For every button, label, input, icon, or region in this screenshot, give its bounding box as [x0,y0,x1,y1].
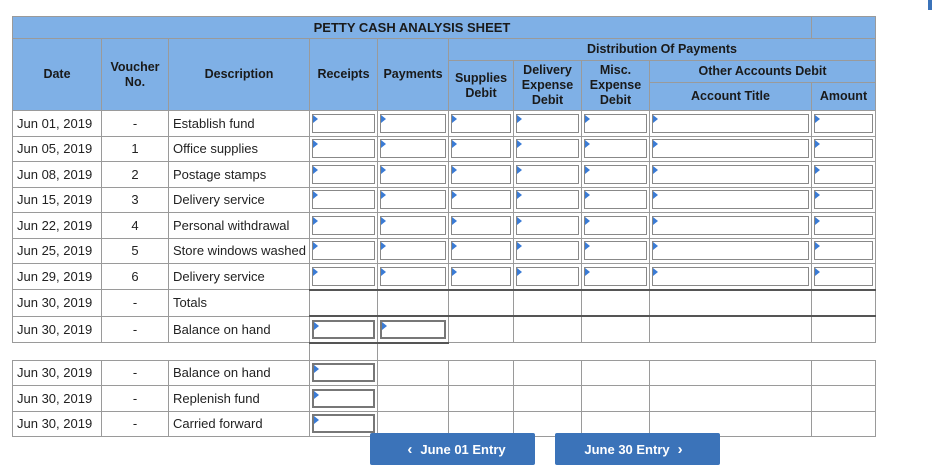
amount-cell [812,290,876,317]
row-voucher: - [102,386,169,412]
payments-cell [378,238,449,264]
payments-cell [378,360,449,386]
delivery-cell [514,213,582,239]
account-title-input[interactable] [652,190,809,209]
title-corner [812,17,876,39]
delivery-cell [514,136,582,162]
payments-input[interactable] [380,241,446,260]
misc-input[interactable] [584,139,647,158]
row-voucher: - [102,111,169,137]
payments-cell [378,290,449,317]
payments-input[interactable] [380,320,446,339]
row-voucher: - [102,411,169,437]
delivery-input[interactable] [516,139,579,158]
misc-cell [582,213,650,239]
misc-cell [582,360,650,386]
receipts-input[interactable] [312,320,375,339]
payments-cell [378,316,449,343]
row-description: Totals [169,290,310,317]
spacer-cell [514,343,582,361]
account-title-cell [650,162,812,188]
payments-input[interactable] [380,114,446,133]
payments-input[interactable] [380,190,446,209]
account-title-cell [650,360,812,386]
row-description: Balance on hand [169,316,310,343]
receipts-input[interactable] [312,241,375,260]
supplies-cell [449,136,514,162]
receipts-input[interactable] [312,114,375,133]
table-row [13,360,876,386]
amount-cell [812,411,876,437]
supplies-input[interactable] [451,165,511,184]
row-date: Jun 15, 2019 [13,187,102,213]
row-voucher: 1 [102,136,169,162]
payments-cell [378,187,449,213]
amount-input[interactable] [814,114,873,133]
account-title-cell [650,290,812,317]
amount-cell [812,264,876,290]
col-payments: Payments [378,39,449,111]
delivery-input[interactable] [516,190,579,209]
amount-input[interactable] [814,267,873,286]
delivery-input[interactable] [516,216,579,235]
amount-input[interactable] [814,139,873,158]
petty-cash-sheet [12,16,876,437]
supplies-input[interactable] [451,139,511,158]
payments-input[interactable] [380,165,446,184]
row-date: Jun 29, 2019 [13,264,102,290]
supplies-input[interactable] [451,267,511,286]
account-title-cell [650,213,812,239]
row-date: Jun 30, 2019 [13,386,102,412]
misc-cell [582,162,650,188]
delivery-cell [514,386,582,412]
receipts-input[interactable] [312,267,375,286]
receipts-cell [310,411,378,437]
misc-cell [582,290,650,317]
col-delivery: Delivery Expense Debit [514,61,582,111]
receipts-cell [310,360,378,386]
row-voucher: 2 [102,162,169,188]
amount-cell [812,136,876,162]
row-voucher: - [102,290,169,317]
amount-cell [812,111,876,137]
row-description: Delivery service [169,187,310,213]
misc-input[interactable] [584,114,647,133]
account-title-cell [650,264,812,290]
row-description: Replenish fund [169,386,310,412]
account-title-cell [650,386,812,412]
row-voucher: 5 [102,238,169,264]
payments-cell [378,111,449,137]
row-date: Jun 30, 2019 [13,290,102,317]
payments-cell [378,386,449,412]
delivery-cell [514,162,582,188]
row-voucher: 4 [102,213,169,239]
table-row [13,316,876,343]
spacer-cell [310,343,378,361]
delivery-cell [514,238,582,264]
row-description: Establish fund [169,111,310,137]
payments-input[interactable] [380,216,446,235]
account-title-cell [650,136,812,162]
sheet-title: PETTY CASH ANALYSIS SHEET [13,17,812,39]
row-description: Delivery service [169,264,310,290]
delivery-input[interactable] [516,241,579,260]
other-accounts-header: Other Accounts Debit [650,61,876,83]
receipts-input[interactable] [312,190,375,209]
table-row [13,290,876,317]
spacer-cell [812,343,876,361]
misc-cell [582,111,650,137]
spacer-cell [449,343,514,361]
next-entry-button[interactable] [555,433,720,465]
receipts-cell [310,187,378,213]
receipts-input[interactable] [312,389,375,408]
spacer-cell [13,343,102,361]
table-row [13,213,876,239]
col-description: Description [169,39,310,111]
amount-input[interactable] [814,241,873,260]
delivery-cell [514,111,582,137]
misc-cell [582,187,650,213]
receipts-cell [310,111,378,137]
misc-cell [582,264,650,290]
row-description: Office supplies [169,136,310,162]
delivery-cell [514,187,582,213]
amount-cell [812,386,876,412]
supplies-cell [449,213,514,239]
table-row [13,111,876,137]
table-row [13,187,876,213]
receipts-cell [310,290,378,317]
receipts-input[interactable] [312,216,375,235]
supplies-input[interactable] [451,190,511,209]
row-date: Jun 30, 2019 [13,411,102,437]
col-voucher: Voucher No. [102,39,169,111]
receipts-cell [310,213,378,239]
row-description: Carried forward [169,411,310,437]
col-amount: Amount [812,83,876,111]
table-row [13,264,876,290]
receipts-cell [310,386,378,412]
table-row [13,162,876,188]
row-voucher: 6 [102,264,169,290]
misc-input[interactable] [584,267,647,286]
table-row [13,238,876,264]
account-title-cell [650,316,812,343]
col-receipts: Receipts [310,39,378,111]
receipts-cell [310,264,378,290]
supplies-cell [449,360,514,386]
amount-cell [812,187,876,213]
row-description: Balance on hand [169,360,310,386]
delivery-input[interactable] [516,267,579,286]
amount-cell [812,316,876,343]
misc-cell [582,238,650,264]
row-description: Personal withdrawal [169,213,310,239]
prev-entry-button[interactable] [370,433,535,465]
receipts-cell [310,162,378,188]
row-voucher: 3 [102,187,169,213]
chevron-right-icon: › [677,440,683,458]
row-date: Jun 01, 2019 [13,111,102,137]
receipts-input[interactable] [312,165,375,184]
col-account-title: Account Title [650,83,812,111]
row-date: Jun 25, 2019 [13,238,102,264]
delivery-input[interactable] [516,165,579,184]
row-date: Jun 30, 2019 [13,316,102,343]
payments-cell [378,136,449,162]
account-title-input[interactable] [652,216,809,235]
delivery-cell [514,290,582,317]
payments-cell [378,162,449,188]
row-date: Jun 05, 2019 [13,136,102,162]
amount-cell [812,213,876,239]
payments-cell [378,264,449,290]
supplies-cell [449,238,514,264]
amount-input[interactable] [814,216,873,235]
misc-cell [582,386,650,412]
receipts-cell [310,136,378,162]
prev-entry-label: June 01 Entry [420,441,506,457]
spacer-cell [102,343,169,361]
misc-cell [582,136,650,162]
supplies-cell [449,111,514,137]
col-supplies: Supplies Debit [449,61,514,111]
row-voucher: - [102,316,169,343]
payments-input[interactable] [380,139,446,158]
supplies-input[interactable] [451,241,511,260]
receipts-input[interactable] [312,363,375,382]
amount-input[interactable] [814,165,873,184]
spacer-cell [582,343,650,361]
misc-input[interactable] [584,190,647,209]
row-date: Jun 08, 2019 [13,162,102,188]
amount-cell [812,360,876,386]
delivery-cell [514,264,582,290]
supplies-input[interactable] [451,216,511,235]
delivery-cell [514,360,582,386]
account-title-input[interactable] [652,114,809,133]
supplies-cell [449,162,514,188]
account-title-cell [650,238,812,264]
table-row [13,386,876,412]
payments-input[interactable] [380,267,446,286]
spacer-cell [169,343,310,361]
account-title-cell [650,187,812,213]
row-description: Store windows washed [169,238,310,264]
distribution-header: Distribution Of Payments [449,39,876,61]
receipts-input[interactable] [312,139,375,158]
misc-input[interactable] [584,241,647,260]
table-row [13,136,876,162]
amount-cell [812,238,876,264]
supplies-cell [449,187,514,213]
spacer-cell [378,343,449,361]
row-description: Postage stamps [169,162,310,188]
payments-cell [378,213,449,239]
account-title-cell [650,111,812,137]
delivery-input[interactable] [516,114,579,133]
col-date: Date [13,39,102,111]
receipts-cell [310,316,378,343]
misc-cell [582,316,650,343]
account-title-input[interactable] [652,139,809,158]
row-date: Jun 30, 2019 [13,360,102,386]
col-misc: Misc. Expense Debit [582,61,650,111]
delivery-cell [514,316,582,343]
receipts-input[interactable] [312,414,375,433]
amount-input[interactable] [814,190,873,209]
misc-input[interactable] [584,165,647,184]
chevron-left-icon: ‹ [407,440,413,458]
row-date: Jun 22, 2019 [13,213,102,239]
supplies-cell [449,316,514,343]
misc-input[interactable] [584,216,647,235]
amount-cell [812,162,876,188]
spacer-cell [650,343,812,361]
account-title-input[interactable] [652,267,809,286]
account-title-input[interactable] [652,241,809,260]
spacer-row [13,343,876,361]
row-voucher: - [102,360,169,386]
supplies-cell [449,290,514,317]
account-title-input[interactable] [652,165,809,184]
supplies-input[interactable] [451,114,511,133]
scroll-edge-marker [928,0,932,10]
supplies-cell [449,386,514,412]
supplies-cell [449,264,514,290]
next-entry-label: June 30 Entry [584,441,670,457]
receipts-cell [310,238,378,264]
